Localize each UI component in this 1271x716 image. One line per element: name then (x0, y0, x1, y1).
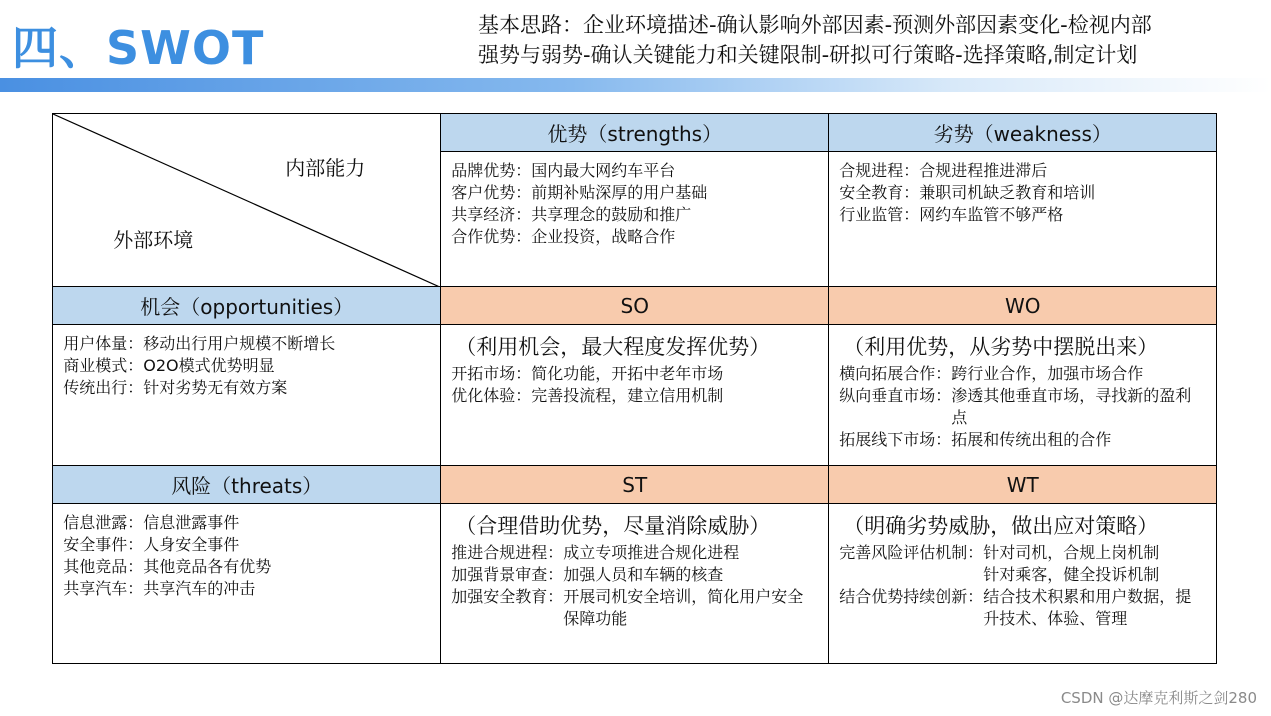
strengths-item (451, 182, 818, 204)
so-items (451, 363, 818, 407)
st-items-item (451, 564, 818, 586)
so-header: SO (440, 286, 829, 325)
wt-items-item (839, 586, 1206, 630)
wt-items-item-value: 针对司机，合规上岗机制 (983, 543, 1160, 563)
wt-items-item-key (839, 564, 983, 586)
weakness-item-value: 合规进程推进滞后 (919, 161, 1048, 181)
strengths-item-value: 企业投资，战略合作 (531, 227, 676, 247)
strengths-item-value: 共享理念的鼓励和推广 (531, 205, 692, 225)
wo-items-item-key: 纵向垂直市场： (839, 386, 952, 406)
strengths-item (451, 226, 818, 248)
wt-items (839, 542, 1206, 630)
strengths-header: 优势（strengths） (440, 113, 829, 152)
st-subtitle: （合理借助优势，尽量消除威胁） (455, 514, 771, 539)
opportunities-item-value: 针对劣势无有效方案 (143, 378, 288, 398)
weakness-item-key: 安全教育： (839, 183, 920, 203)
wo-items-item (839, 385, 1206, 429)
st-body (440, 503, 829, 664)
strengths-item-key: 合作优势： (451, 227, 532, 247)
basic-idea-line-1: 基本思路：企业环境描述-确认影响外部因素-预测外部因素变化-检视内部 (478, 13, 1152, 37)
st-items-item-value: 成立专项推进合规化进程 (563, 543, 740, 563)
opportunities-item-key: 用户体量： (63, 334, 144, 354)
corner-diagonal (53, 114, 442, 288)
opportunities-item-key: 传统出行： (63, 378, 144, 398)
weakness-body (828, 151, 1217, 287)
wo-items-item-key: 横向拓展合作： (839, 364, 952, 384)
threats-item-key: 共享汽车： (63, 579, 144, 599)
wt-items-item (839, 564, 1206, 586)
threats-item-value: 信息泄露事件 (143, 513, 240, 533)
threats-item (63, 512, 430, 534)
wt-body (828, 503, 1217, 664)
wo-items-item-value: 拓展和传统出租的合作 (951, 430, 1112, 450)
wo-items (839, 363, 1206, 451)
internal-capability-label: 内部能力 (285, 156, 366, 181)
weakness-header: 劣势（weakness） (828, 113, 1217, 152)
opportunities-item (63, 377, 430, 399)
wo-items-item-value: 渗透其他垂直市场，寻找新的盈利点 (951, 386, 1192, 428)
strengths-item-key: 品牌优势： (451, 161, 532, 181)
wo-items-item-value: 跨行业合作，加强市场合作 (951, 364, 1144, 384)
page-title: 四、SWOT (12, 21, 265, 75)
threats-header: 风险（threats） (52, 465, 441, 504)
wt-items-item-key: 完善风险评估机制： (839, 543, 984, 563)
so-subtitle: （利用机会，最大程度发挥优势） (455, 335, 771, 360)
wo-header: WO (828, 286, 1217, 325)
weakness-item-value: 网约车监管不够严格 (919, 205, 1064, 225)
basic-idea-line-2: 强势与弱势-确认关键能力和关键限制-研拟可行策略-选择策略,制定计划 (478, 43, 1138, 67)
st-items-item-value: 开展司机安全培训，简化用户安全保障功能 (563, 587, 804, 629)
weakness-item (839, 204, 1206, 226)
strengths-item-value: 前期补贴深厚的用户基础 (531, 183, 708, 203)
threats-item (63, 534, 430, 556)
wo-subtitle: （利用优势，从劣势中摆脱出来） (843, 335, 1159, 360)
wt-items-item (839, 542, 1206, 564)
threats-item (63, 578, 430, 600)
threats-item-value: 其他竞品各有优势 (143, 557, 272, 577)
weakness-item-key: 合规进程： (839, 161, 920, 181)
so-items-item-key: 优化体验： (451, 386, 532, 406)
wt-subtitle: （明确劣势威胁，做出应对策略） (843, 514, 1159, 539)
so-items-item-value: 完善投流程，建立信用机制 (531, 386, 724, 406)
threats-item-value: 共享汽车的冲击 (143, 579, 256, 599)
corner-cell (52, 113, 441, 287)
basic-idea-text (478, 10, 1263, 70)
weakness-item (839, 182, 1206, 204)
opportunities-item (63, 355, 430, 377)
st-items-item-value: 加强人员和车辆的核查 (563, 565, 724, 585)
so-body (440, 324, 829, 466)
wt-items-item-value: 结合技术积累和用户数据，提升技术、体验、管理 (983, 587, 1192, 629)
opportunities-body (52, 324, 441, 466)
st-header: ST (440, 465, 829, 504)
wt-items-item-value: 针对乘客，健全投诉机制 (983, 565, 1160, 585)
threats-item-key: 信息泄露： (63, 513, 144, 533)
external-environment-label: 外部环境 (113, 228, 194, 253)
strengths-item (451, 204, 818, 226)
opportunities-item (63, 333, 430, 355)
opportunities-item-value: 移动出行用户规模不断增长 (143, 334, 336, 354)
so-items-item-key: 开拓市场： (451, 364, 532, 384)
weakness-item (839, 160, 1206, 182)
weakness-item-key: 行业监管： (839, 205, 920, 225)
st-items-item-key: 推进合规进程： (451, 543, 564, 563)
st-items-item (451, 586, 818, 630)
threats-body (52, 503, 441, 664)
so-items-item-value: 简化功能，开拓中老年市场 (531, 364, 724, 384)
strengths-item (451, 160, 818, 182)
wo-items-item-key: 拓展线下市场： (839, 430, 952, 450)
threats-item (63, 556, 430, 578)
st-items-item-key: 加强安全教育： (451, 587, 564, 607)
header-gradient-band (0, 78, 1271, 92)
st-items-item (451, 542, 818, 564)
opportunities-item-key: 商业模式： (63, 356, 144, 376)
strengths-item-value: 国内最大网约车平台 (531, 161, 676, 181)
strengths-item-key: 客户优势： (451, 183, 532, 203)
watermark: CSDN @达摩克利斯之剑280 (1060, 689, 1257, 707)
wo-body (828, 324, 1217, 466)
threats-item-key: 其他竞品： (63, 557, 144, 577)
strengths-item-key: 共享经济： (451, 205, 532, 225)
wt-items-item-key: 结合优势持续创新： (839, 587, 984, 607)
wo-items-item (839, 363, 1206, 385)
opportunities-item-value: O2O模式优势明显 (143, 356, 275, 376)
strengths-body (440, 151, 829, 287)
st-items-item-key: 加强背景审查： (451, 565, 564, 585)
so-items-item (451, 385, 818, 407)
so-items-item (451, 363, 818, 385)
threats-item-value: 人身安全事件 (143, 535, 240, 555)
wt-header: WT (828, 465, 1217, 504)
threats-item-key: 安全事件： (63, 535, 144, 555)
opportunities-header: 机会（opportunities） (52, 286, 441, 325)
weakness-item-value: 兼职司机缺乏教育和培训 (919, 183, 1096, 203)
wo-items-item (839, 429, 1206, 451)
st-items (451, 542, 818, 630)
